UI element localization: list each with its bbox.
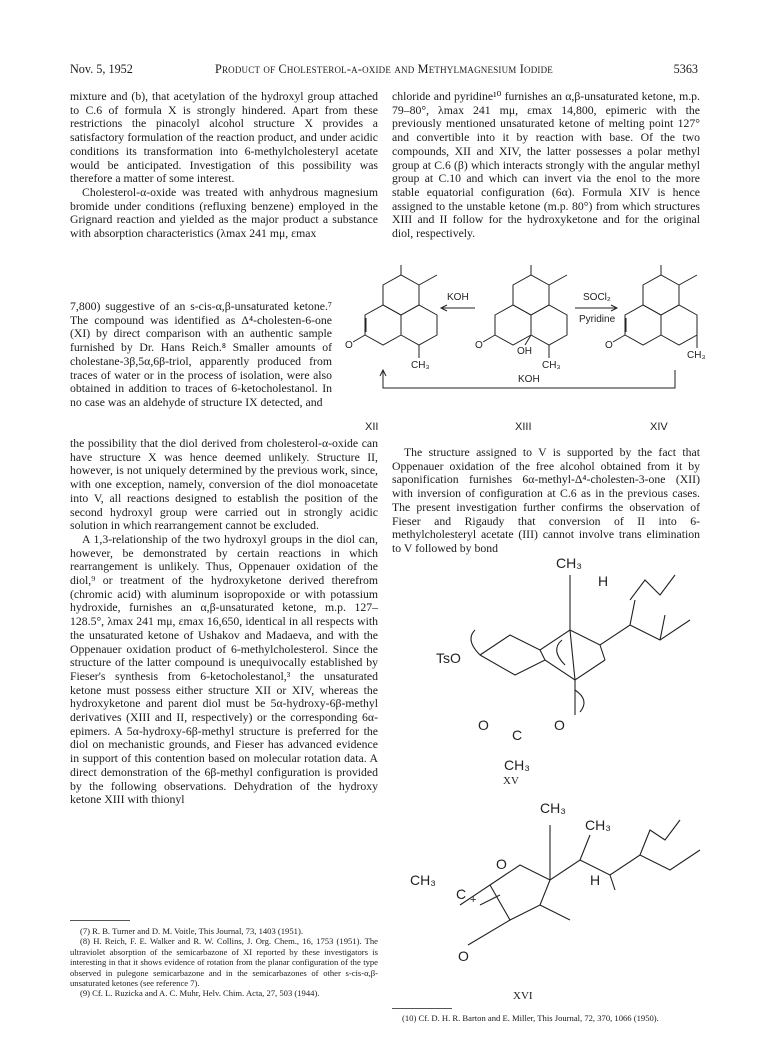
paragraph: the possibility that the diol derived from cholesterol-α-oxide can have structure X was hence deemed unlikely. Structure II, however, is not uniquely determined by the previous work, since, with one exception, namely, conversion of the diol monoacetate into V, all reactions designed to establish the position of the second hydroxyl group were carried out in strongly acidic solution in which rearrangement cannot be excluded. <box>70 437 378 533</box>
atom-h: H <box>590 872 601 888</box>
atom-tso: TsO <box>436 650 461 666</box>
atom-o: O <box>475 340 483 351</box>
footnote-7: (7) R. B. Turner and D. M. Voitle, This Journal, 73, 1403 (1951). <box>80 926 303 936</box>
atom-o: O <box>496 856 507 872</box>
reagent-pyridine: Pyridine <box>579 314 616 325</box>
reaction-scheme <box>335 270 705 440</box>
reagent-koh: KOH <box>518 374 540 385</box>
paragraph: Cholesterol-α-oxide was treated with anhydrous magnesium bromide under conditions (refluxing benzene) employed in the Grignard reaction and yielded as the major product a substance with absorption characteristics (λmax 241 mμ, εmax <box>70 185 378 241</box>
right-column <box>392 90 700 241</box>
atom-c: C <box>512 727 523 743</box>
atom-ch3: CH₃ <box>410 872 436 888</box>
atom-o: O <box>478 717 489 733</box>
left-column <box>70 90 378 241</box>
atom-ch3: CH₃ <box>540 800 566 816</box>
paragraph: A 1,3-relationship of the two hydroxyl groups in the diol can, however, be demonstrated by certain reactions in which rearrangement is unlikely. Thus, Oppenauer oxidation of the diol,⁹ or treatment of the hydroxyketone derived therefrom (chromic acid) with aluminum isopropoxide or with potassium hydroxide, furnishes an α,β-unsaturated ketone, m.p. 127–128.5°, λmax 241 mμ, εmax 16,650, identical in all respects with the unsaturated ketone of Ushakov and Madaeva, and with the Oppenauer oxidation product of 6-methylcholesterol. Since the structure of the latter compound is unequivocally established by Fieser's synthesis from 6-ketocholestanol,³ the unsaturated ketone must possess either structure XII or XIV, whereas the hydroxyketone and parent diol must be 5α-hydroxy-6β-methyl derivatives (XIII and II, respectively) or the corresponding 6α-epimers. A 5α-hydroxy-6β-methyl structure is preferred for the diol on mechanistic grounds, and Fieser has advanced evidence in support of this contention based on molecular rotation data. A direct demonstration of the 6β-methyl configuration is provided by the following observations. Dehydration of the hydroxy ketone XIII with thionyl <box>70 532 378 807</box>
paragraph: chloride and pyridine¹⁰ furnishes an α,β-unsaturated ketone, m.p. 79–80°, λmax 241 mμ, εmax 14,800, epimeric with the previously mentioned unsaturated ketone of melting point 127° and convertible into it by reaction with base. Of the two compounds, XII and XIV, the latter possesses a polar methyl group at C.6 (β) which interacts strongly with the angular methyl group at C.10 and which can invert via the enol to the more stable equatorial configuration (6α). Formula XIV is hence assigned to the unstable ketone (m.p. 80°) from which structures XIII and II follow for the hydroxyketone and for the original diol, respectively. <box>392 90 700 241</box>
footnote-9: (9) Cf. L. Ruzicka and A. C. Muhr, Helv. Chim. Acta, 27, 503 (1944). <box>80 988 320 999</box>
atom-ch3: CH₃ <box>585 817 611 833</box>
left-footnotes <box>70 926 378 999</box>
footnote-rule <box>392 1008 452 1009</box>
atom-ch3: CH₃ <box>504 757 530 773</box>
figure-xv <box>420 540 720 773</box>
atom-ch3: CH₃ <box>542 360 561 371</box>
paragraph: The structure assigned to V is supported by the fact that Oppenauer oxidation of the free alcohol obtained from it by saponification furnishes 6α-methyl-Δ⁴-cholesten-3-one (XII) with inversion of configuration at C.6 as in the previous cases. The present investigation further confirms the observation of Fieser and Rigaudy that conversion of II into 6-methylcholesteryl acetate (III) cannot involve trans elimination to V followed by bond <box>392 446 700 555</box>
atom-c: C <box>456 886 467 902</box>
atom-ch3: CH₃ <box>556 555 582 571</box>
reagent-koh: KOH <box>447 292 469 303</box>
left-column-narrow <box>70 300 332 410</box>
compound-label-xii: XII <box>365 421 379 433</box>
page-number: 5363 <box>673 62 698 76</box>
atom-oh: OH <box>517 346 532 357</box>
plus-charge: + <box>470 894 477 906</box>
paragraph: mixture and (b), that acetylation of the hydroxyl group attached to C.6 of formula X is strongly hindered. Apart from these restrictions the pinacolyl alcohol structure X provides a satisfactory formulation of the reaction product, and under acidic conditions its transformation into 6-methylcholesteryl acetate would be anticipated. Investigation of this possibility was therefore a matter of some interest. <box>70 90 378 186</box>
structure-xiii <box>483 265 567 358</box>
structure-xiv <box>613 265 697 348</box>
atom-ch3: CH₃ <box>411 360 430 371</box>
compound-label-xvi: XVI <box>513 990 533 1002</box>
atom-o: O <box>554 717 565 733</box>
atom-o: O <box>345 340 353 351</box>
atom-o: O <box>458 948 469 964</box>
footnote-8: (8) H. Reich, F. E. Walker and R. W. Collins, J. Org. Chem., 16, 1753 (1951). The ultraviolet absorption of the semicarbazone of XI reported by these investigators is interesting in that it shows evidence of rotation from the planar configuration of the type observed in pulegone semicarbazone and in the semicarbazones of other s-cis-α,β-unsaturated ketones (see reference 7). <box>70 936 378 989</box>
issue-date: Nov. 5, 1952 <box>70 62 133 76</box>
compound-label-xiii: XIII <box>515 421 532 433</box>
atom-h: H <box>598 573 609 589</box>
structure-xii <box>353 265 437 358</box>
figure-xvi <box>410 795 710 975</box>
left-column-continued <box>70 437 378 807</box>
right-footnotes <box>392 1013 700 1023</box>
atom-o: O <box>605 340 613 351</box>
compound-label-xiv: XIV <box>650 421 668 433</box>
paragraph: 7,800) suggestive of an s-cis-α,β-unsaturated ketone.⁷ The compound was identified as Δ⁴-cholesten-6-one (XI) by direct comparison with an authentic sample furnished by Dr. Hans Reich.⁸ Smaller amounts of cholestane-3β,5α,6β-triol, apparently produced from traces of water or in the process of isolation, were also obtained in addition to traces of 6-ketocholestanol. In no case was an aldehyde of structure IX detected, and <box>70 300 332 409</box>
atom-ch3: CH₃ <box>687 350 706 361</box>
footnote-rule <box>70 920 130 921</box>
compound-label-xv: XV <box>503 775 519 787</box>
reagent-socl2: SOCl₂ <box>583 292 611 303</box>
footnote-10: (10) Cf. D. H. R. Barton and E. Miller, This Journal, 72, 370, 1066 (1950). <box>402 1013 659 1023</box>
running-title: Product of Cholesterol-α-oxide and Methylmagnesium Iodide <box>214 62 554 76</box>
